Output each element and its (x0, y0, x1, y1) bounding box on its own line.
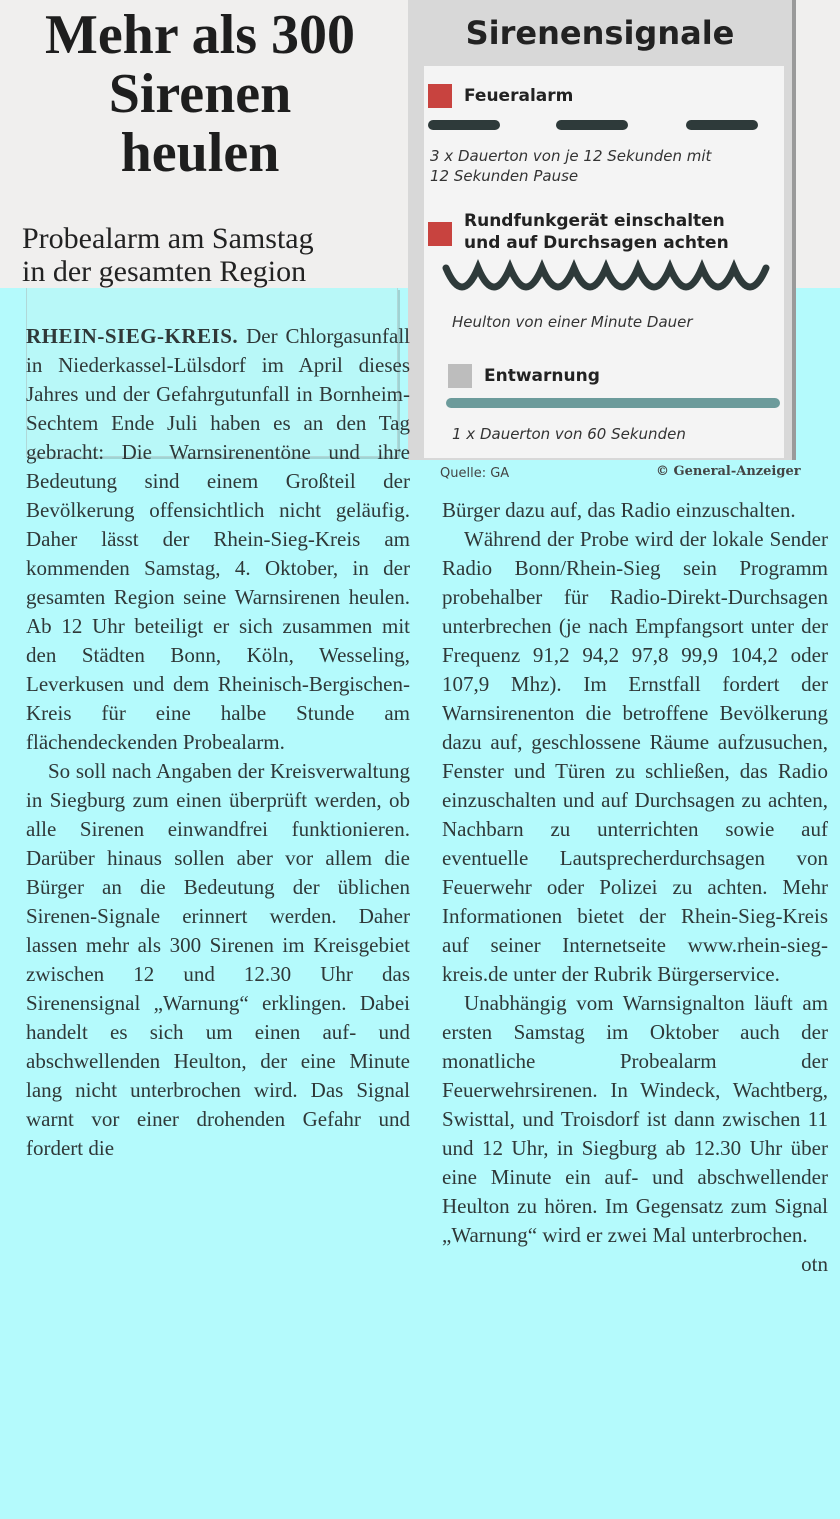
signal-entwarnung (448, 364, 600, 388)
paragraph-text: Unabhängig vom Warnsignalton läuft am ersten Samstag im Oktober auch der monatliche Probealarm der Feuerwehrsirenen. In Windeck, Wachtberg, Swisttal, und Troisdorf ist dann zwischen 11 und 12 Uhr, in Siegburg ab 12.30 Uhr über eine Minute ein auf- und abschwellender Heulton zu hören. Im Gegensatz zum Signal „Warnung“ wird er zwei Mal unterbrochen. (442, 991, 828, 1247)
dateline: RHEIN-SIEG-KREIS. (26, 324, 239, 348)
signal-warnung (428, 210, 768, 254)
subheadline-line: in der gesamten Region (22, 255, 307, 288)
article-paragraph: So soll nach Angaben der Kreisverwaltung in Siegburg zum einen überprüft werden, ob alle Sirenen einwandfrei funktionieren. Darüber hinaus sollen aber vor allem die Bürger an die Bedeutung der üblichen Sirenen-Signale erinnert werden. Daher lassen mehr als 300 Sirenen im Kreisgebiet zwischen 12 und 12.30 Uhr das Sirenensignal „Warnung“ erklingen. Dabei handelt es sich um einen auf- und abschwellenden Heulton, der eine Minute lang nicht unterbrochen wird. Das Signal warnt vor einer drohenden Gefahr und fordert die (26, 759, 410, 1160)
signal-description-line: 1 x Dauerton von 60 Sekunden (452, 425, 686, 443)
headline-line: Mehr als 300 (44, 4, 356, 66)
headline (0, 6, 400, 183)
grey-square-icon (448, 364, 472, 388)
article-column-right (442, 496, 828, 1279)
signal-description (452, 312, 693, 332)
copyright-credit: © General-Anzeiger (656, 464, 801, 479)
subheadline-line: Probealarm am Samstag (22, 222, 314, 255)
signal-label: Feueralarm (464, 86, 574, 106)
headline-line: Sirenen (108, 63, 292, 125)
tone-dash (428, 120, 500, 130)
paragraph-text: Der Chlorgasunfall in Niederkassel-Lülsdorf im April dieses Jahres und der Gefahrgutunfall in Bornheim-Sechtem Ende Juli haben es an den Tag gebracht: Die Warnsirenentöne und ihre Bedeutung sind einem Großteil der Bevölkerung offensichtlich nicht geläufig. Daher lässt der Rhein-Sieg-Kreis am kommenden Samstag, 4. Oktober, in der gesamten Region seine Warnsirenen heulen. Ab 12 Uhr beteiligt er sich zusammen mit den Städten Bonn, Köln, Wesseling, Leverkusen und dem Rheinisch-Bergischen-Kreis für eine halbe Stunde am flächendeckenden Probealarm. (26, 324, 410, 754)
signal-label: Entwarnung (484, 366, 600, 386)
siren-wave-icon (440, 258, 780, 304)
signal-description-line: Heulton von einer Minute Dauer (452, 313, 693, 331)
article-paragraph: Bürger dazu auf, das Radio einzuschalten. (442, 498, 796, 522)
red-square-icon (428, 222, 452, 246)
article-paragraph: Während der Probe wird der lokale Sender Radio Bonn/Rhein-Sieg sein Programm probehalber für Radio-Direkt-Durchsagen unterbrechen (je nach Empfangsort unter der Frequenz 91,2 94,2 97,8 99,9 104,2 oder 107,9 Mhz). Im Ernstfall fordert der Warnsirenenton die betroffene Bevölkerung dazu auf, geschlossene Räume aufzusuchen, Fenster und Türen zu schließen, das Radio einzuschalten und auf Durchsagen zu achten, Nachbarn zu unterrichten sowie auf eventuelle Lautsprecherdurchsagen von Feuerwehr oder Polizei zu achten. Mehr Informationen bietet der Rhein-Sieg-Kreis auf seiner Internetseite www.rhein-sieg-kreis.de unter der Rubrik Bürgerservice. (442, 527, 828, 986)
author-signature: otn (801, 1252, 828, 1276)
tone-dash (556, 120, 628, 130)
headline-line: heulen (120, 122, 280, 184)
article-paragraph (442, 989, 828, 1276)
signal-feueralarm (428, 84, 573, 108)
signal-description-line: 3 x Dauerton von je 12 Sekunden mit (430, 147, 712, 165)
red-square-icon (428, 84, 452, 108)
source-credit: Quelle: GA (440, 466, 510, 481)
continuous-tone-bar (446, 398, 780, 408)
article-column-left (26, 322, 410, 1163)
signal-description (452, 424, 686, 444)
signal-label: Rundfunkgerät einschalten und auf Durchsagen achten (464, 211, 729, 253)
signal-description-line: 12 Sekunden Pause (430, 167, 579, 185)
headline-block (0, 0, 400, 288)
article-paragraph (26, 322, 410, 757)
signal-description (430, 146, 711, 186)
infobox-title: Sirenensignale (465, 14, 735, 52)
tone-dash (686, 120, 758, 130)
subheadline (22, 222, 402, 288)
